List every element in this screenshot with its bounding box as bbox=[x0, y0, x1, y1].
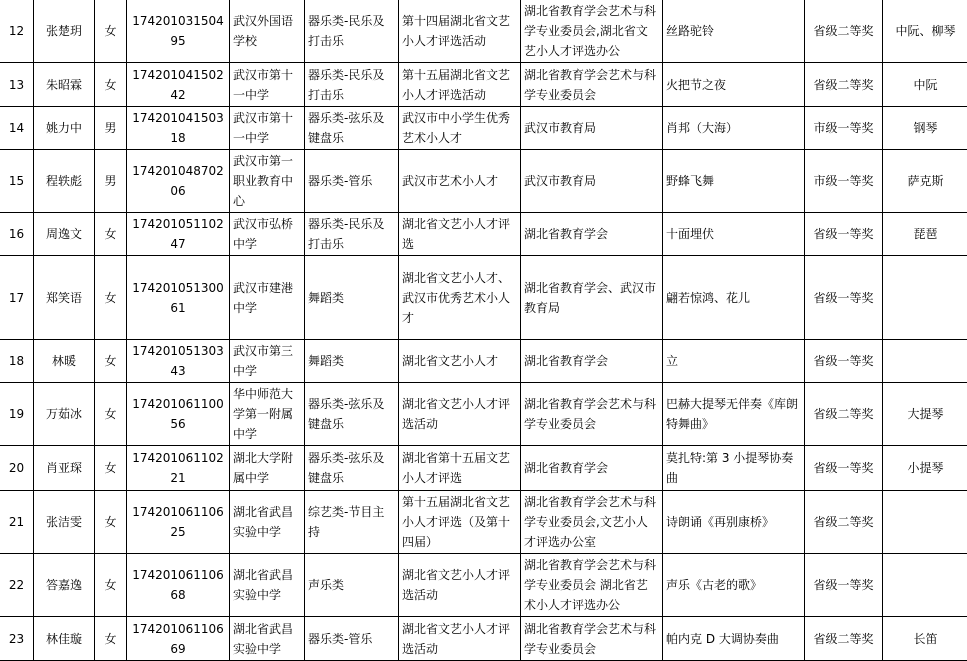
award-level-cell: 市级一等奖 bbox=[805, 150, 883, 213]
category-cell: 舞蹈类 bbox=[305, 256, 399, 340]
award-event-cell: 第十五届湖北省文艺小人才评选（及第十四届） bbox=[399, 491, 521, 554]
issuer-cell: 湖北省教育学会艺术与科学专业委员会 bbox=[521, 63, 663, 107]
work-title-cell: 帕内克 D 大调协奏曲 bbox=[663, 617, 805, 661]
award-level-cell: 省级一等奖 bbox=[805, 340, 883, 383]
school-cell: 武汉市弘桥中学 bbox=[230, 213, 305, 256]
table-row bbox=[0, 0, 967, 63]
student-id-cell: 17420106110625 bbox=[127, 491, 230, 554]
award-level-cell: 省级二等奖 bbox=[805, 383, 883, 446]
school-cell: 武汉市建港中学 bbox=[230, 256, 305, 340]
gender-cell: 男 bbox=[95, 107, 127, 150]
award-level-cell: 省级二等奖 bbox=[805, 617, 883, 661]
student-name-cell: 林暖 bbox=[34, 340, 95, 383]
award-level-cell: 省级一等奖 bbox=[805, 446, 883, 491]
row-number-cell: 21 bbox=[0, 491, 34, 554]
award-level-cell: 省级二等奖 bbox=[805, 491, 883, 554]
student-name-cell: 姚力中 bbox=[34, 107, 95, 150]
category-cell: 器乐类-弦乐及键盘乐 bbox=[305, 107, 399, 150]
issuer-cell: 武汉市教育局 bbox=[521, 150, 663, 213]
student-id-cell: 17420105110247 bbox=[127, 213, 230, 256]
instrument-cell: 中阮 bbox=[883, 63, 967, 107]
student-name-cell: 万茹冰 bbox=[34, 383, 95, 446]
gender-cell: 男 bbox=[95, 150, 127, 213]
award-event-cell: 第十四届湖北省文艺小人才评选活动 bbox=[399, 0, 521, 63]
table-row bbox=[0, 446, 967, 491]
instrument-cell: 琵琶 bbox=[883, 213, 967, 256]
work-title-cell: 野蜂飞舞 bbox=[663, 150, 805, 213]
instrument-cell: 中阮、柳琴 bbox=[883, 0, 967, 63]
row-number-cell: 19 bbox=[0, 383, 34, 446]
row-number-cell: 12 bbox=[0, 0, 34, 63]
table-row bbox=[0, 107, 967, 150]
gender-cell: 女 bbox=[95, 491, 127, 554]
work-title-cell: 声乐《古老的歌》 bbox=[663, 554, 805, 617]
issuer-cell: 湖北省教育学会艺术与科学专业委员会 bbox=[521, 383, 663, 446]
student-name-cell: 肖亚琛 bbox=[34, 446, 95, 491]
instrument-cell: 长笛 bbox=[883, 617, 967, 661]
issuer-cell: 湖北省教育学会艺术与科学专业委员会 湖北省艺术小人才评选办公 bbox=[521, 554, 663, 617]
award-event-cell: 武汉市中小学生优秀艺术小人才 bbox=[399, 107, 521, 150]
student-name-cell: 张洁雯 bbox=[34, 491, 95, 554]
award-event-cell: 湖北省第十五届文艺小人才评选 bbox=[399, 446, 521, 491]
table-row bbox=[0, 213, 967, 256]
school-cell: 武汉市第十一中学 bbox=[230, 107, 305, 150]
work-title-cell: 翩若惊鸿、花儿 bbox=[663, 256, 805, 340]
school-cell: 湖北省武昌实验中学 bbox=[230, 617, 305, 661]
work-title-cell: 十面埋伏 bbox=[663, 213, 805, 256]
table-row bbox=[0, 150, 967, 213]
school-cell: 武汉市第三中学 bbox=[230, 340, 305, 383]
student-name-cell: 朱昭霖 bbox=[34, 63, 95, 107]
instrument-cell: 大提琴 bbox=[883, 383, 967, 446]
row-number-cell: 20 bbox=[0, 446, 34, 491]
award-level-cell: 省级二等奖 bbox=[805, 0, 883, 63]
table-row bbox=[0, 617, 967, 661]
student-id-cell: 17420104870206 bbox=[127, 150, 230, 213]
gender-cell: 女 bbox=[95, 617, 127, 661]
row-number-cell: 17 bbox=[0, 256, 34, 340]
student-name-cell: 周逸文 bbox=[34, 213, 95, 256]
table-row bbox=[0, 256, 967, 340]
row-number-cell: 15 bbox=[0, 150, 34, 213]
work-title-cell: 诗朗诵《再别康桥》 bbox=[663, 491, 805, 554]
award-event-cell: 湖北省文艺小人才 bbox=[399, 340, 521, 383]
category-cell: 舞蹈类 bbox=[305, 340, 399, 383]
instrument-cell bbox=[883, 256, 967, 340]
student-id-cell: 17420105130343 bbox=[127, 340, 230, 383]
award-event-cell: 湖北省文艺小人才评选活动 bbox=[399, 554, 521, 617]
gender-cell: 女 bbox=[95, 256, 127, 340]
table-row bbox=[0, 340, 967, 383]
award-event-cell: 湖北省文艺小人才评选活动 bbox=[399, 383, 521, 446]
table-row bbox=[0, 383, 967, 446]
award-event-cell: 湖北省文艺小人才评选 bbox=[399, 213, 521, 256]
student-id-cell: 17420104150318 bbox=[127, 107, 230, 150]
award-event-cell: 湖北省文艺小人才评选活动 bbox=[399, 617, 521, 661]
award-level-cell: 省级一等奖 bbox=[805, 554, 883, 617]
school-cell: 武汉市第一职业教育中心 bbox=[230, 150, 305, 213]
category-cell: 器乐类-民乐及打击乐 bbox=[305, 213, 399, 256]
student-name-cell: 答嘉逸 bbox=[34, 554, 95, 617]
row-number-cell: 14 bbox=[0, 107, 34, 150]
instrument-cell bbox=[883, 554, 967, 617]
work-title-cell: 火把节之夜 bbox=[663, 63, 805, 107]
student-id-cell: 17420106110221 bbox=[127, 446, 230, 491]
work-title-cell: 丝路驼铃 bbox=[663, 0, 805, 63]
school-cell: 湖北大学附属中学 bbox=[230, 446, 305, 491]
gender-cell: 女 bbox=[95, 554, 127, 617]
award-level-cell: 省级二等奖 bbox=[805, 63, 883, 107]
issuer-cell: 武汉市教育局 bbox=[521, 107, 663, 150]
award-level-cell: 省级一等奖 bbox=[805, 213, 883, 256]
gender-cell: 女 bbox=[95, 0, 127, 63]
row-number-cell: 18 bbox=[0, 340, 34, 383]
row-number-cell: 13 bbox=[0, 63, 34, 107]
issuer-cell: 湖北省教育学会 bbox=[521, 446, 663, 491]
school-cell: 湖北省武昌实验中学 bbox=[230, 491, 305, 554]
student-id-cell: 17420106110668 bbox=[127, 554, 230, 617]
category-cell: 器乐类-弦乐及键盘乐 bbox=[305, 446, 399, 491]
student-id-cell: 17420106110669 bbox=[127, 617, 230, 661]
issuer-cell: 湖北省教育学会艺术与科学专业委员会,湖北省文艺小人才评选办公 bbox=[521, 0, 663, 63]
student-name-cell: 林佳璇 bbox=[34, 617, 95, 661]
student-id-cell: 17420105130061 bbox=[127, 256, 230, 340]
school-cell: 华中师范大学第一附属中学 bbox=[230, 383, 305, 446]
category-cell: 综艺类-节目主持 bbox=[305, 491, 399, 554]
school-cell: 武汉外国语学校 bbox=[230, 0, 305, 63]
award-event-cell: 湖北省文艺小人才、武汉市优秀艺术小人才 bbox=[399, 256, 521, 340]
work-title-cell: 莫扎特:第 3 小提琴协奏曲 bbox=[663, 446, 805, 491]
row-number-cell: 16 bbox=[0, 213, 34, 256]
category-cell: 器乐类-管乐 bbox=[305, 150, 399, 213]
table-row bbox=[0, 491, 967, 554]
school-cell: 湖北省武昌实验中学 bbox=[230, 554, 305, 617]
category-cell: 器乐类-管乐 bbox=[305, 617, 399, 661]
gender-cell: 女 bbox=[95, 340, 127, 383]
award-level-cell: 省级一等奖 bbox=[805, 256, 883, 340]
gender-cell: 女 bbox=[95, 213, 127, 256]
work-title-cell: 肖邦（大海） bbox=[663, 107, 805, 150]
award-level-cell: 市级一等奖 bbox=[805, 107, 883, 150]
category-cell: 器乐类-民乐及打击乐 bbox=[305, 63, 399, 107]
instrument-cell bbox=[883, 491, 967, 554]
student-name-cell: 郑笑语 bbox=[34, 256, 95, 340]
table-row bbox=[0, 63, 967, 107]
gender-cell: 女 bbox=[95, 446, 127, 491]
instrument-cell bbox=[883, 340, 967, 383]
school-cell: 武汉市第十一中学 bbox=[230, 63, 305, 107]
instrument-cell: 钢琴 bbox=[883, 107, 967, 150]
category-cell: 器乐类-民乐及打击乐 bbox=[305, 0, 399, 63]
student-name-cell: 程轶彪 bbox=[34, 150, 95, 213]
student-id-cell: 17420106110056 bbox=[127, 383, 230, 446]
instrument-cell: 萨克斯 bbox=[883, 150, 967, 213]
work-title-cell: 巴赫大提琴无伴奏《库朗特舞曲》 bbox=[663, 383, 805, 446]
gender-cell: 女 bbox=[95, 383, 127, 446]
issuer-cell: 湖北省教育学会 bbox=[521, 340, 663, 383]
gender-cell: 女 bbox=[95, 63, 127, 107]
issuer-cell: 湖北省教育学会 bbox=[521, 213, 663, 256]
category-cell: 器乐类-弦乐及键盘乐 bbox=[305, 383, 399, 446]
award-event-cell: 第十五届湖北省文艺小人才评选活动 bbox=[399, 63, 521, 107]
category-cell: 声乐类 bbox=[305, 554, 399, 617]
table-row bbox=[0, 554, 967, 617]
issuer-cell: 湖北省教育学会、武汉市教育局 bbox=[521, 256, 663, 340]
award-event-cell: 武汉市艺术小人才 bbox=[399, 150, 521, 213]
student-id-cell: 17420104150242 bbox=[127, 63, 230, 107]
row-number-cell: 23 bbox=[0, 617, 34, 661]
issuer-cell: 湖北省教育学会艺术与科学专业委员会,文艺小人才评选办公室 bbox=[521, 491, 663, 554]
work-title-cell: 立 bbox=[663, 340, 805, 383]
student-name-cell: 张楚玥 bbox=[34, 0, 95, 63]
row-number-cell: 22 bbox=[0, 554, 34, 617]
student-id-cell: 17420103150495 bbox=[127, 0, 230, 63]
instrument-cell: 小提琴 bbox=[883, 446, 967, 491]
issuer-cell: 湖北省教育学会艺术与科学专业委员会 bbox=[521, 617, 663, 661]
